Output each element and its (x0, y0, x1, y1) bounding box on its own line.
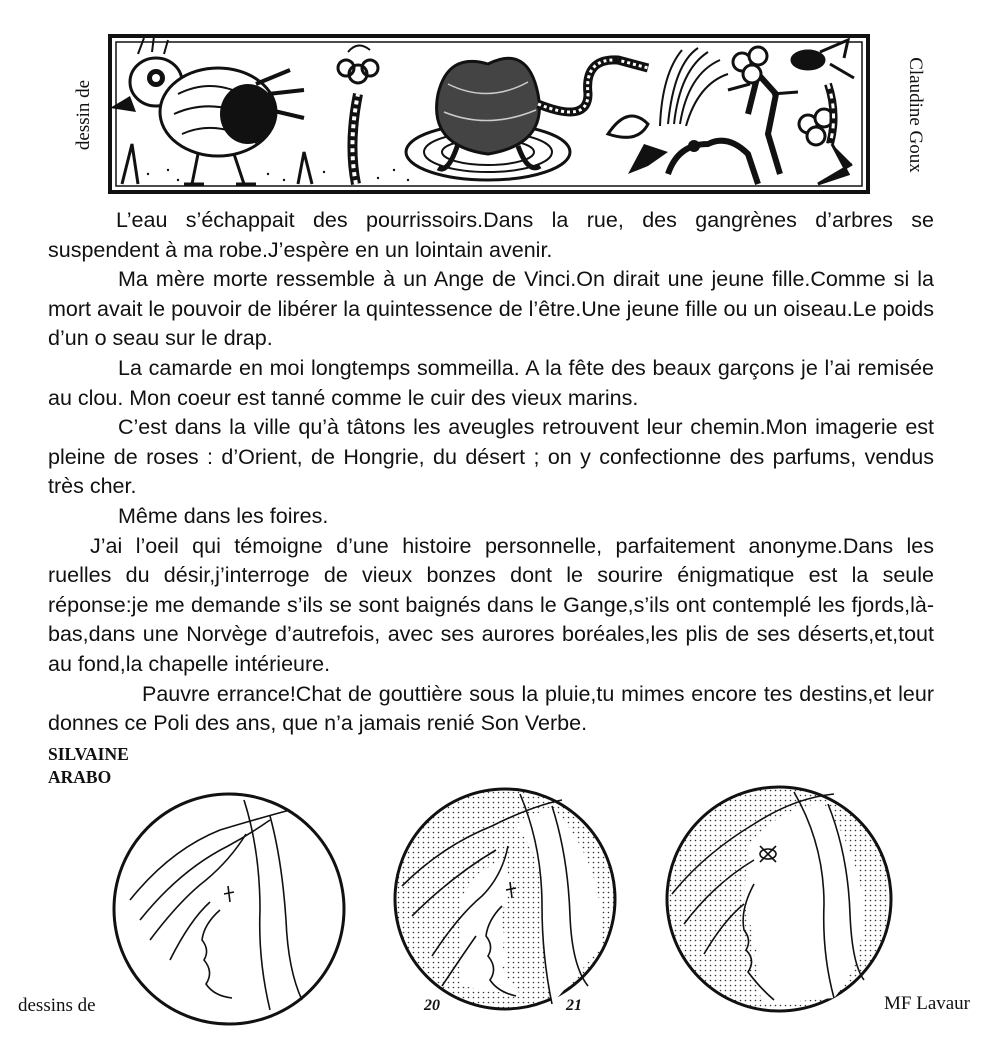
poem-paragraph: Pauvre errance!Chat de gouttière sous la pluie,tu mimes encore tes destins,et leur donnes ce Poli des ans, que n’a jamais renié Son Verbe. (48, 681, 934, 736)
footer-credit-right: MF Lavaur (884, 993, 971, 1014)
author-last-name: ARABO (48, 767, 112, 787)
banner-credit-left: dessin de (73, 79, 94, 151)
page-number-right: 21 (566, 997, 582, 1014)
poem-paragraph: J’ai l’oeil qui témoigne d’une histoire personnelle, parfaitement anonyme.Dans les ruelles du désir,j’interroge de vieux bonzes dont le sourire énigmatique est la seule réponse:je me demande s’ils se sont baignés dans le Gange,s’ils ont contemplé les fjords,là-bas,dans une Norvège d’autrefois, avec ses aurores boréales,les plis de ses déserts,et,tout au fond,la chapelle intérieure. (48, 533, 934, 676)
poem-paragraph: Même dans les foires. (118, 503, 329, 528)
portrait-drawing-2 (392, 786, 618, 1012)
poem-paragraph: Ma mère morte ressemble à un Ange de Vinci.On dirait une jeune fille.Comme si la mort avait le pouvoir de libérer la quintessence de l’être.Une jeune fille ou un oiseau.Le poids d’un o seau sur le drap. (48, 267, 934, 351)
poem-paragraph: La camarde en moi longtemps sommeilla. A la fête des beaux garçons je l’ai remisée au clou. Mon coeur est tanné comme le cuir des vieux marins. (48, 355, 934, 410)
banner-illustration (108, 34, 870, 194)
portrait-drawing-1 (110, 790, 348, 1028)
banner-credit-right: Claudine Goux (905, 57, 926, 173)
footer-credit-left: dessins de (18, 995, 96, 1016)
author-signature (48, 743, 129, 789)
poem-paragraph: L’eau s’échappait des pourrissoirs.Dans la rue, des gangrènes d’arbres se suspendent à ma robe.J’espère en un lointain avenir. (48, 208, 934, 262)
page-number-left: 20 (424, 997, 440, 1014)
poem-text (48, 206, 934, 739)
poem-paragraph: C’est dans la ville qu’à tâtons les aveugles retrouvent leur chemin.Mon imagerie est pleine de roses : d’Orient, de Hongrie, du désert ; on y confectionne des parfums, vendus très cher. (48, 415, 934, 499)
portrait-drawing-3 (664, 784, 894, 1014)
author-first-name: SILVAINE (48, 744, 129, 764)
